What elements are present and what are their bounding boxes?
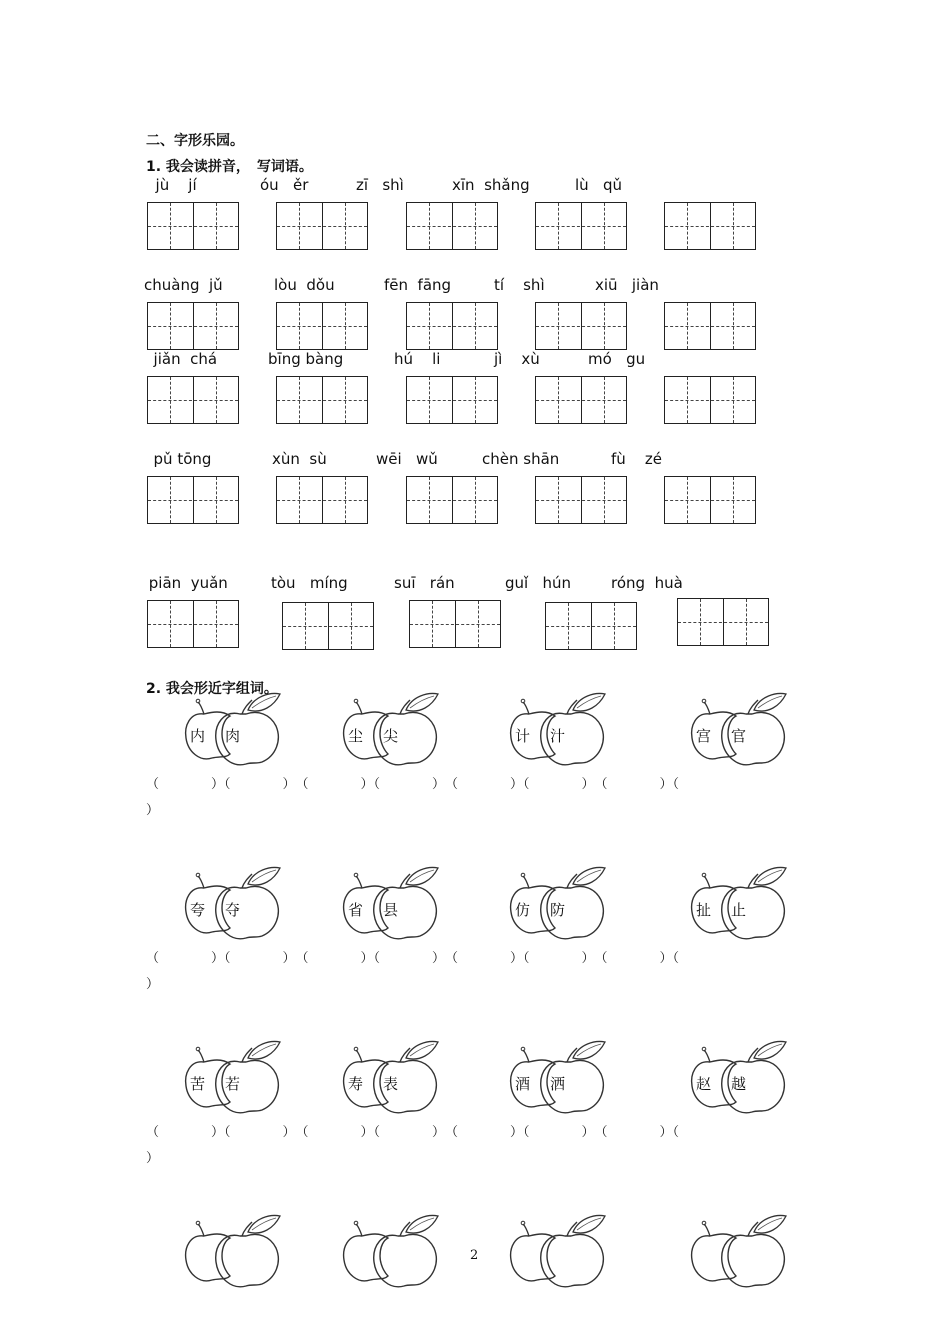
answer-parentheses[interactable]: [146, 772, 806, 824]
paren-tail: ）: [146, 803, 160, 818]
char-right: 官: [731, 727, 747, 745]
pinyin-label: lù qǔ: [575, 176, 623, 194]
apple-pair: [688, 1214, 788, 1288]
char-left: 寿: [348, 1075, 364, 1093]
apple-pair: [507, 866, 607, 940]
pinyin-label: piān yuǎn: [144, 574, 228, 592]
char-right: 尖: [383, 727, 399, 745]
apple-pair-icon: [507, 1214, 607, 1288]
writing-box[interactable]: [409, 600, 501, 648]
pinyin-label: jiǎn chá: [144, 350, 218, 368]
pinyin-label: jì xù: [494, 350, 540, 368]
apple-pair-icon: [688, 1214, 788, 1288]
pinyin-label: jù jí: [146, 176, 197, 194]
paren-tail: ）: [146, 977, 160, 992]
writing-box[interactable]: [535, 202, 627, 250]
apple-pair: [507, 692, 607, 766]
writing-box[interactable]: [535, 476, 627, 524]
writing-box[interactable]: [406, 302, 498, 350]
writing-box[interactable]: [282, 602, 374, 650]
pinyin-label: fù zé: [611, 450, 662, 468]
pinyin-label: xiū jiàn: [595, 276, 659, 294]
writing-box[interactable]: [664, 476, 756, 524]
apple-pair: [340, 1214, 440, 1288]
pinyin-label: xīn shǎng: [452, 176, 530, 194]
apple-pair: [507, 1040, 607, 1114]
pinyin-label: bīng bàng: [268, 350, 344, 368]
part1-title: 1. 我会读拼音， 写词语。: [146, 159, 313, 175]
paren-line: （ ）（ ） （ ）（ ） （ ）（ ） （ ）（: [146, 1125, 680, 1140]
pinyin-label: róng huà: [611, 574, 683, 592]
pinyin-label: wēi wǔ: [376, 450, 438, 468]
pinyin-label: óu ěr: [260, 176, 309, 194]
writing-box[interactable]: [276, 302, 368, 350]
char-left: 扯: [696, 901, 712, 919]
char-left: 内: [190, 727, 206, 745]
writing-box[interactable]: [147, 600, 239, 648]
char-right: 夺: [225, 901, 241, 919]
apple-pair-icon: [340, 1214, 440, 1288]
char-left: 夸: [190, 901, 206, 919]
writing-box[interactable]: [664, 202, 756, 250]
writing-box[interactable]: [535, 376, 627, 424]
apple-pair: [182, 866, 282, 940]
writing-box[interactable]: [406, 376, 498, 424]
char-right: 越: [731, 1075, 747, 1093]
char-right: 表: [383, 1075, 399, 1093]
apple-pair: [340, 692, 440, 766]
apple-pair: [340, 1040, 440, 1114]
pinyin-label: xùn sù: [272, 450, 327, 468]
paren-line: （ ）（ ） （ ）（ ） （ ）（ ） （ ）（: [146, 777, 680, 792]
writing-box[interactable]: [664, 376, 756, 424]
pinyin-label: zī shì: [356, 176, 404, 194]
char-left: 宫: [696, 727, 712, 745]
pinyin-label: tòu míng: [271, 574, 348, 592]
char-left: 酒: [515, 1075, 531, 1093]
writing-box[interactable]: [545, 602, 637, 650]
apple-pair: [182, 1214, 282, 1288]
writing-box[interactable]: [147, 476, 239, 524]
pinyin-label: lòu dǒu: [274, 276, 335, 294]
part2-title: 2. 我会形近字组词。: [146, 681, 278, 697]
char-left: 苦: [190, 1075, 206, 1093]
writing-box[interactable]: [677, 598, 769, 646]
page-number: 2: [470, 1248, 479, 1263]
apple-pair: [182, 692, 282, 766]
char-left: 仿: [515, 901, 531, 919]
answer-parentheses[interactable]: [146, 946, 806, 998]
writing-box[interactable]: [276, 202, 368, 250]
apple-pair: [182, 1040, 282, 1114]
writing-box[interactable]: [147, 376, 239, 424]
writing-box[interactable]: [276, 476, 368, 524]
char-left: 赵: [696, 1075, 712, 1093]
section-title: 二、字形乐园。: [146, 133, 244, 149]
writing-box[interactable]: [406, 476, 498, 524]
paren-line: （ ）（ ） （ ）（ ） （ ）（ ） （ ）（: [146, 951, 680, 966]
pinyin-label: fēn fāng: [384, 276, 452, 294]
apple-pair: [688, 866, 788, 940]
apple-pair: [507, 1214, 607, 1288]
apple-pair-icon: [182, 1214, 282, 1288]
char-right: 汁: [550, 727, 566, 745]
paren-tail: ）: [146, 1151, 160, 1166]
char-right: 防: [550, 901, 566, 919]
writing-box[interactable]: [276, 376, 368, 424]
char-left: 省: [348, 901, 364, 919]
char-right: 洒: [550, 1075, 566, 1093]
answer-parentheses[interactable]: [146, 1120, 806, 1172]
pinyin-label: tí shì: [494, 276, 545, 294]
char-right: 肉: [225, 727, 241, 745]
pinyin-label: pǔ tōng: [144, 450, 212, 468]
char-left: 尘: [348, 727, 364, 745]
writing-box[interactable]: [147, 202, 239, 250]
char-left: 计: [515, 727, 531, 745]
writing-box[interactable]: [535, 302, 627, 350]
pinyin-label: hú li: [394, 350, 441, 368]
apple-pair: [340, 866, 440, 940]
writing-box[interactable]: [406, 202, 498, 250]
apple-pair: [688, 692, 788, 766]
char-right: 若: [225, 1075, 241, 1093]
pinyin-label: suī rán: [394, 574, 455, 592]
pinyin-label: chuàng jǔ: [144, 276, 223, 294]
pinyin-label: mó gu: [588, 350, 646, 368]
char-right: 县: [383, 901, 399, 919]
apple-pair: [688, 1040, 788, 1114]
char-right: 止: [731, 901, 747, 919]
pinyin-label: guǐ hún: [505, 574, 572, 592]
writing-box[interactable]: [147, 302, 239, 350]
writing-box[interactable]: [664, 302, 756, 350]
pinyin-label: chèn shān: [482, 450, 560, 468]
